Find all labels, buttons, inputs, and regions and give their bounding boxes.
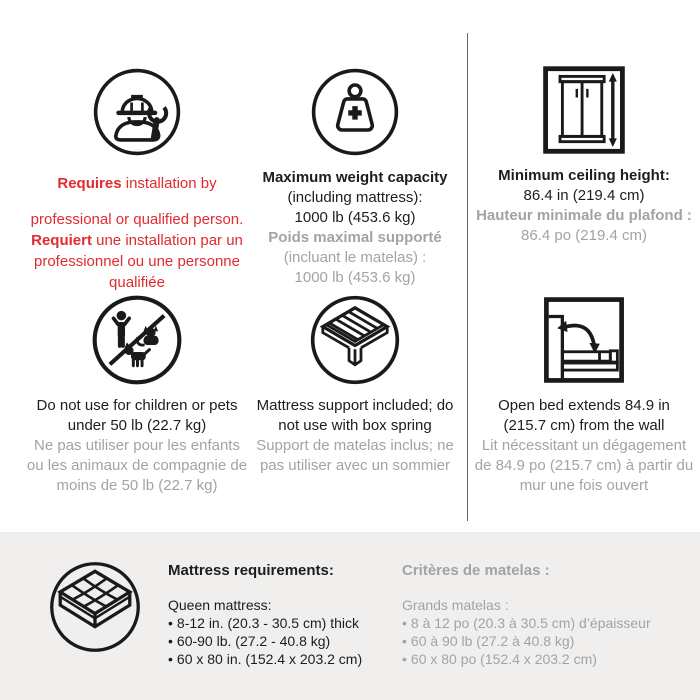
no-children-pets-icon	[12, 294, 262, 386]
weight-capacity-icon	[245, 66, 465, 158]
mattress-requirements-fr	[402, 562, 651, 668]
ceiling-height-icon	[470, 64, 698, 156]
mattress-requirements-list-fr	[402, 614, 651, 668]
installation-text-fr-2: professionnel ou une personne	[34, 253, 240, 270]
ceiling-text-en-2: 86.4 in (219.4 cm)	[523, 187, 645, 204]
weight-text-en-3: 1000 lb (453.6 kg)	[294, 209, 416, 226]
weight-text-en-1: Maximum weight capacity	[262, 169, 448, 186]
children-text-en-1: Do not use for children or pets	[36, 397, 238, 414]
openbed-text-fr-2: de 84.9 po (215.7 cm) à partir du	[474, 457, 694, 474]
panel-no-children-pets	[12, 294, 262, 496]
open-bed-icon	[470, 294, 698, 386]
installation-text-en-1: Requires installation by	[57, 175, 217, 192]
installation-text-fr-3: qualifiée	[109, 274, 165, 291]
support-text-fr-1: Support de matelas inclus; ne	[256, 437, 454, 454]
list-item: • 60 x 80 po (152.4 x 203.2 cm)	[402, 651, 597, 667]
mattress-requirements-heading-en: Mattress requirements:	[168, 562, 334, 579]
children-text-fr-1: Ne pas utiliser pour les enfants	[34, 437, 240, 454]
installation-text-en-2: professional or qualified person.	[30, 211, 244, 228]
children-text-en-2: under 50 lb (22.7 kg)	[67, 417, 207, 434]
list-item: • 60 x 80 in. (152.4 x 203.2 cm)	[168, 651, 363, 667]
children-text-fr-3: moins de 50 lb (22.7 kg)	[56, 477, 218, 494]
grands-matelas-label: Grands matelas :	[402, 597, 509, 613]
list-item: • 8 à 12 po (20.3 à 30.5 cm) d’épaisseur	[402, 615, 651, 631]
weight-text-en-2: (including mattress):	[287, 189, 423, 206]
installer-icon	[12, 66, 262, 158]
support-text-fr-2: pas utiliser avec un sommier	[259, 457, 451, 474]
mattress-icon	[48, 560, 142, 654]
mattress-requirements-en	[168, 562, 362, 668]
ceiling-text-en-1: Minimum ceiling height:	[498, 167, 670, 184]
list-item: • 8-12 in. (20.3 - 30.5 cm) thick	[168, 615, 359, 631]
mattress-requirements-band	[0, 532, 700, 700]
weight-text-fr-3: 1000 lb (453.6 kg)	[294, 269, 416, 286]
openbed-text-en-2: (215.7 cm) from the wall	[503, 417, 665, 434]
installation-text-fr-1: Requiert une installation par un	[31, 232, 243, 249]
list-item: • 60-90 lb. (27.2 - 40.8 kg)	[168, 633, 331, 649]
openbed-text-en-1: Open bed extends 84.9 in	[498, 397, 670, 414]
panel-mattress-support	[245, 294, 465, 476]
panel-open-bed	[470, 294, 698, 496]
mattress-support-icon	[245, 294, 465, 386]
weight-text-fr-1: Poids maximal supporté	[268, 229, 442, 246]
children-text-fr-2: ou les animaux de compagnie de	[26, 457, 248, 474]
panel-installation	[12, 66, 262, 293]
column-divider	[467, 33, 468, 521]
panel-ceiling-height	[470, 64, 698, 246]
ceiling-text-fr-1: Hauteur minimale du plafond :	[476, 207, 692, 224]
support-text-en-1: Mattress support included; do	[256, 397, 454, 414]
openbed-text-fr-1: Lit nécessitant un dégagement	[481, 437, 687, 454]
openbed-text-fr-3: mur une fois ouvert	[519, 477, 649, 494]
ceiling-text-fr-2: 86.4 po (219.4 cm)	[521, 227, 647, 244]
panel-weight-capacity	[245, 66, 465, 288]
weight-text-fr-2: (incluant le matelas) :	[283, 249, 427, 266]
mattress-requirements-list-en	[168, 614, 362, 668]
support-text-en-2: not use with box spring	[278, 417, 432, 434]
mattress-requirements-heading-fr: Critères de matelas :	[402, 562, 550, 579]
list-item: • 60 à 90 lb (27.2 à 40.8 kg)	[402, 633, 575, 649]
queen-mattress-label: Queen mattress:	[168, 597, 272, 613]
